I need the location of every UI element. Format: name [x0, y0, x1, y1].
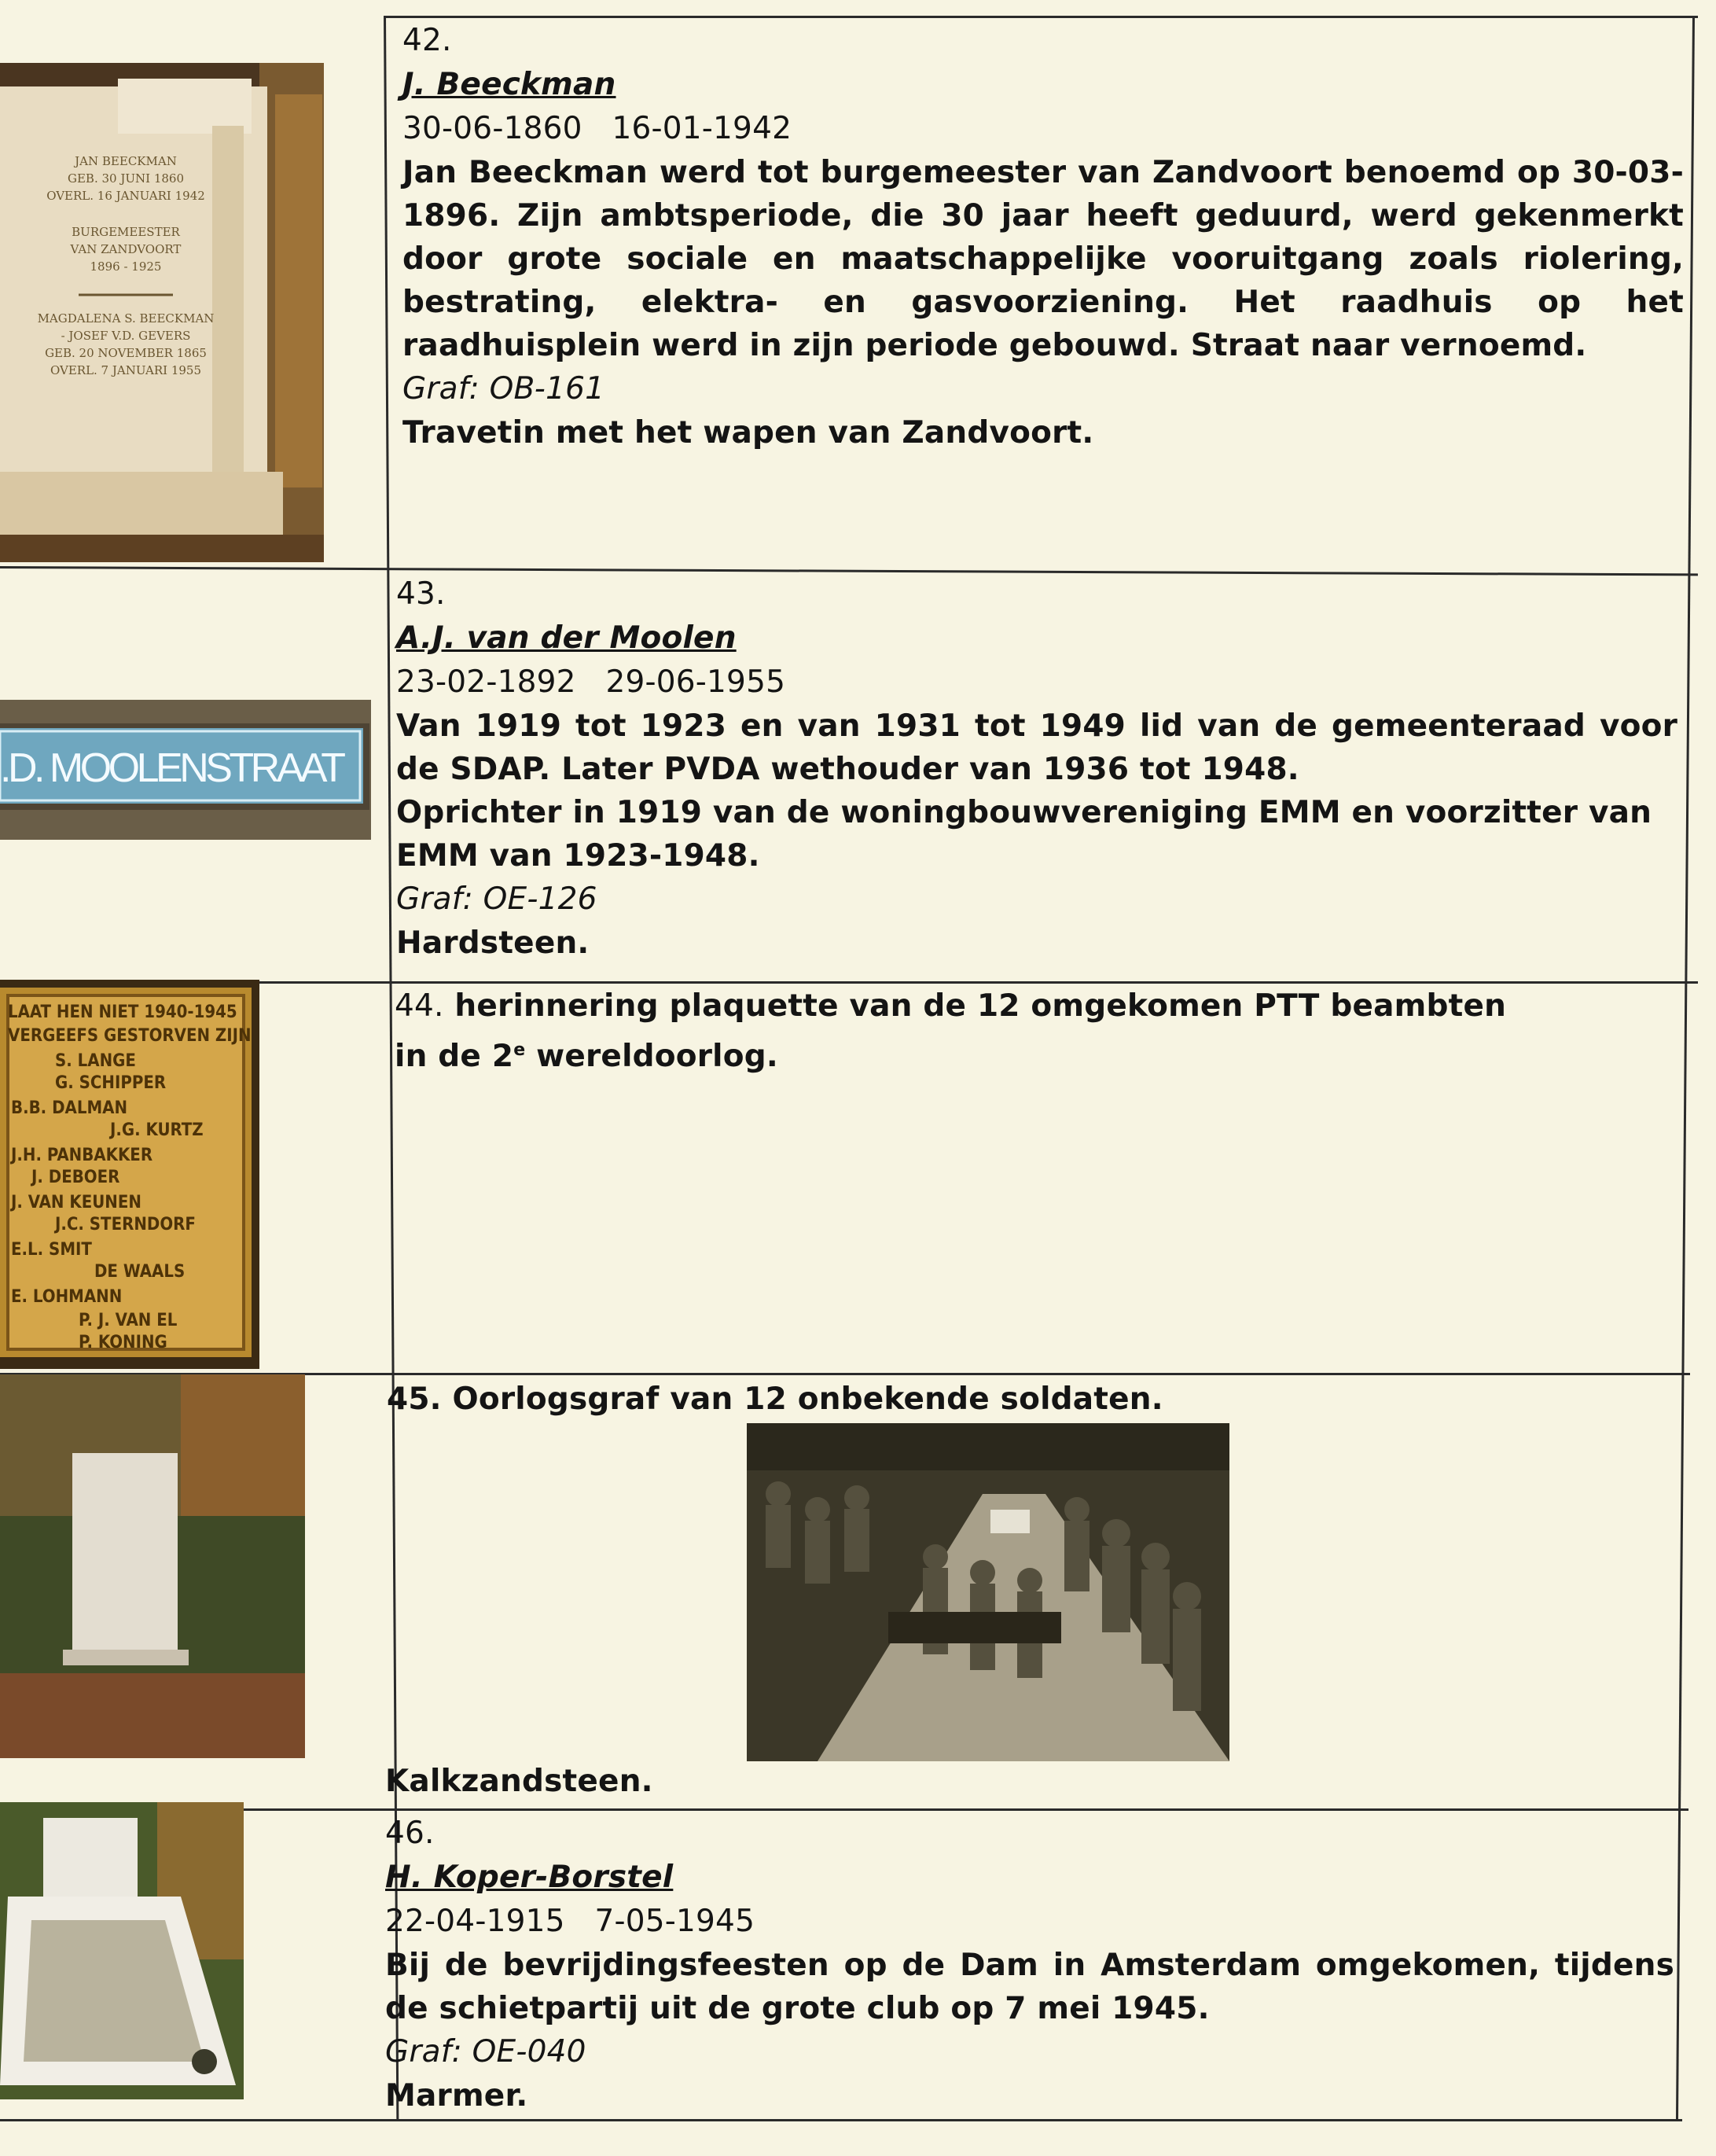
entry-number: 46.: [385, 1816, 435, 1851]
gravestone-inscription-line: VAN ZANDVOORT: [70, 242, 182, 256]
plaque-text-line: P. J. VAN EL: [79, 1311, 178, 1330]
grave-number: Graf: OB-161: [402, 371, 605, 407]
entry-number: 45.: [387, 1382, 442, 1417]
street-sign-photo: [0, 700, 371, 840]
plaque-text-line: E. LOHMANN: [11, 1287, 123, 1307]
grave-koper-photo: [0, 1802, 244, 2099]
gravestone-inscription-line: BURGEMEESTER: [72, 225, 180, 239]
gravestone-inscription-line: - JOSEF V.D. GEVERS: [61, 329, 191, 343]
table-border-top: [384, 16, 1698, 18]
life-dates: 23-02-1892 29-06-1955: [396, 664, 786, 700]
entry-46-text: [385, 1812, 1674, 2118]
plaque-text-line: J.C. STERNDORF: [55, 1215, 196, 1234]
gravestone-inscription-line: GEB. 20 NOVEMBER 1865: [45, 346, 207, 360]
gravestone-inscription-line: GEB. 30 JUNI 1860: [68, 171, 184, 186]
gravestone-beeckman-photo: [0, 63, 324, 562]
person-name: J. Beeckman: [402, 67, 616, 102]
memorial-description-line-1: herinnering plaquette van de 12 omgekomen PTT beambten: [454, 988, 1507, 1024]
gravestone-inscription-line: MAGDALENA S. BEECKMAN: [37, 311, 215, 326]
plaque-text-line: P. KONING: [79, 1333, 167, 1352]
memorial-description-line-2: [395, 1028, 1676, 1079]
life-dates: 30-06-1860 16-01-1942: [402, 111, 792, 146]
ordinal-superscript: e: [513, 1040, 526, 1060]
memorial-description-part: in de 2: [395, 1039, 514, 1074]
plaque-text-line: B.B. DALMAN: [11, 1098, 128, 1118]
memorial-description: [395, 984, 1676, 1028]
plaque-text-line: J. DEBOER: [31, 1168, 120, 1187]
plaque-text-line: DE WAALS: [94, 1262, 186, 1282]
gravestone-inscription-line: JAN BEECKMAN: [75, 154, 177, 168]
gravestone-inscription-line: OVERL. 16 JANUARI 1942: [46, 189, 205, 203]
entry-42-text: [402, 19, 1684, 455]
plaque-text-line: LAAT HEN NIET 1940-1945: [8, 1003, 237, 1022]
entry-number: 44.: [395, 988, 444, 1024]
biography: Van 1919 tot 1923 en van 1931 tot 1949 lid van de gemeenteraad voor de SDAP. Later PVDA wethouder van 1936 tot 1948.: [396, 708, 1677, 787]
biography: Jan Beeckman werd tot burgemeester van Zandvoort benoemd op 30-03-1896. Zijn ambtsperiode, die 30 jaar heeft geduurd, werd gekenmerkt door grote sociale en maatschappelijke vooruitgang zoals riolering, bestrating, elektra- en gasvoorziening. Het raadhuis op het raadhuisplein werd in zijn periode gebouwd. Straat naar vernoemd.: [402, 155, 1684, 363]
life-dates: 22-04-1915 7-05-1945: [385, 1904, 755, 1939]
plaque-text-line: E.L. SMIT: [11, 1240, 92, 1260]
grave-number: Graf: OE-040: [385, 2034, 586, 2070]
person-name: H. Koper-Borstel: [385, 1860, 674, 1895]
material: Marmer.: [385, 2078, 528, 2114]
memorial-plaque-photo: [0, 980, 259, 1369]
plaque-text-line: J. VAN KEUNEN: [11, 1193, 141, 1212]
gravestone-inscription-line: 1896 - 1925: [90, 259, 162, 274]
war-grave-text: Oorlogsgraf van 12 onbekende soldaten.: [452, 1382, 1163, 1417]
war-grave-description: [387, 1378, 1676, 1422]
plaque-text-line: G. SCHIPPER: [55, 1073, 167, 1093]
biography: Bij de bevrijdingsfeesten op de Dam in Amsterdam omgekomen, tijdens de schietpartij uit de grote club op 7 mei 1945.: [385, 1948, 1674, 2026]
material: Kalkzandsteen.: [385, 1764, 653, 1799]
entry-43-text: [396, 572, 1677, 966]
street-sign-text: .D. MOOLENSTRAAT: [0, 745, 346, 791]
entry-45-text: [387, 1378, 1676, 1422]
war-grave-stone-photo: [0, 1374, 305, 1758]
entry-number: 43.: [396, 576, 446, 612]
entry-44-text: [395, 984, 1676, 1079]
plaque-text-line: J.H. PANBAKKER: [11, 1146, 153, 1165]
table-border-bottom: [0, 2119, 1682, 2121]
biography-continued: Oprichter in 1919 van de woningbouwvereniging EMM en voorzitter van EMM van 1923-1948.: [396, 795, 1652, 874]
plaque-text-line: J.G. KURTZ: [110, 1120, 204, 1140]
person-name: A.J. van der Moolen: [396, 620, 737, 656]
grave-number: Graf: OE-126: [396, 881, 597, 917]
memorial-description-part: wereldoorlog.: [525, 1039, 778, 1074]
plaque-text-line: S. LANGE: [55, 1051, 136, 1071]
gravestone-inscription-line: OVERL. 7 JANUARI 1955: [50, 363, 202, 377]
material: Travetin met het wapen van Zandvoort.: [402, 415, 1094, 451]
plaque-text-line: VERGEEFS GESTORVEN ZIJN: [8, 1026, 252, 1046]
material: Hardsteen.: [396, 925, 590, 961]
entry-number: 42.: [402, 23, 452, 58]
row-divider-45-46: [0, 1808, 1688, 1811]
funeral-soldiers-photo: [747, 1423, 1229, 1761]
